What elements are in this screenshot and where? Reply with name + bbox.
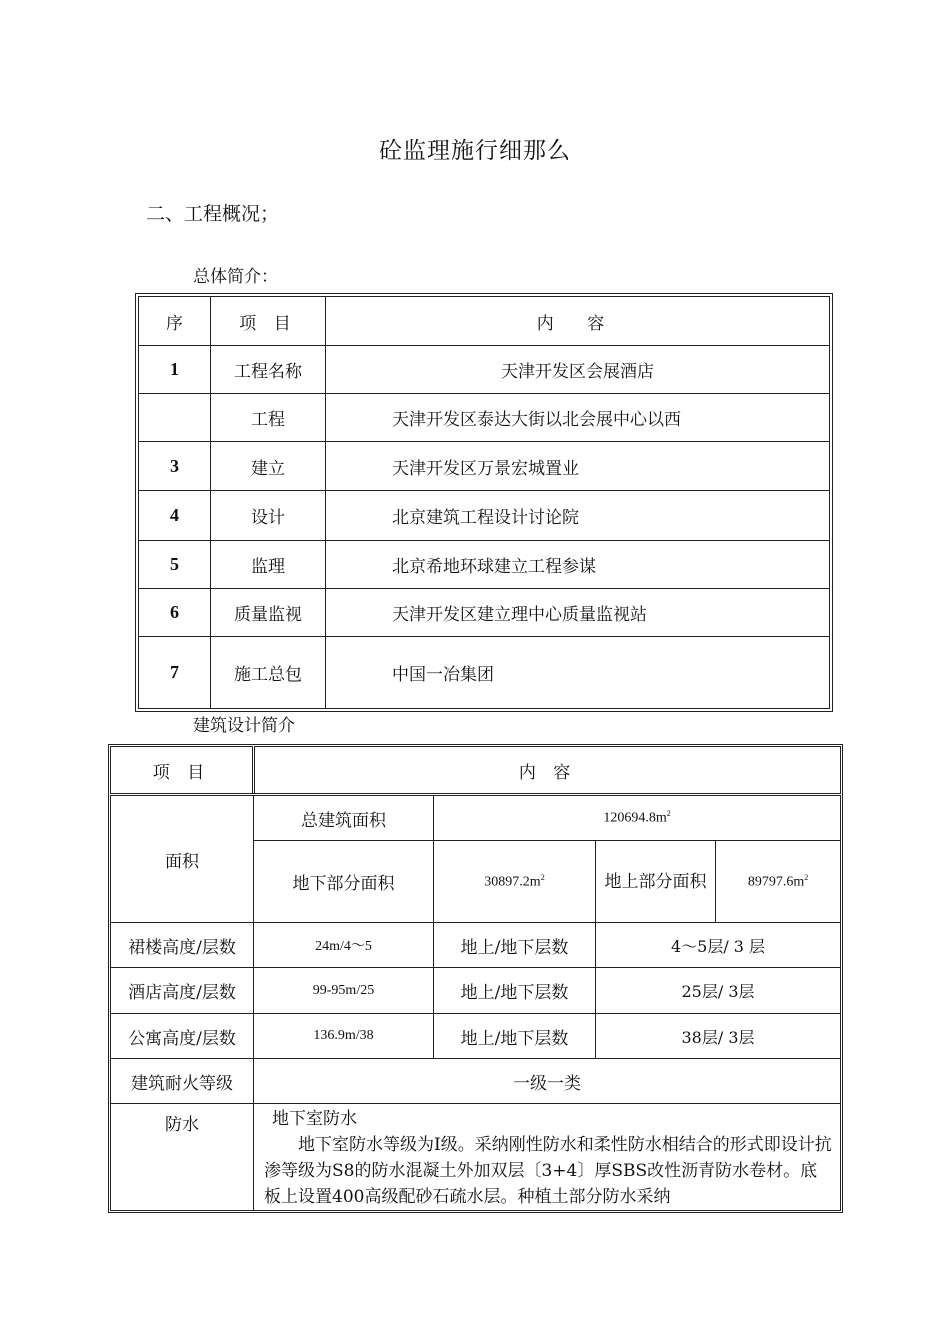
design-label: 建筑设计简介: [193, 716, 295, 736]
table-row: [111, 795, 841, 841]
table-row: [139, 491, 830, 541]
row-no: 7: [139, 637, 211, 709]
table-row: [139, 637, 830, 709]
row-content: 北京建筑工程设计讨论院: [326, 491, 830, 541]
underground-value: $30897.2m^2$: [434, 841, 596, 923]
table-header-row: [111, 747, 841, 795]
waterproof-label: 防水: [111, 1104, 254, 1211]
row-item: 建立: [211, 442, 326, 491]
table-row: [139, 589, 830, 637]
header-item: 项 目: [211, 297, 326, 346]
hotel-label: 酒店高度/层数: [111, 968, 254, 1014]
section-heading: 二、工程概况；: [146, 203, 280, 225]
header-item: 项 目: [111, 747, 254, 795]
row-content: 北京希地环球建立工程参谋: [326, 541, 830, 589]
header-content: 内 容: [326, 297, 830, 346]
hotel-floors-label: 地上/地下层数: [434, 968, 596, 1014]
row-no: 3: [139, 442, 211, 491]
aboveground-value: $89797.6m^2$: [716, 841, 841, 923]
apt-floors-label: 地上/地下层数: [434, 1014, 596, 1059]
row-content: 天津开发区泰达大街以北会展中心以西: [326, 394, 830, 442]
waterproof-title: 地下室防水: [272, 1109, 357, 1129]
overview-label: 总体简介：: [193, 267, 278, 287]
waterproof-text: 地下室防水等级为Ⅰ级。采纳刚性防水和柔性防水相结合的形式即设计抗渗等级为S8的防水混凝土外加双层〔3+4〕厚SBS改性沥青防水卷材。底板上设置400高级配砂石疏水层。种植土部分防水采纳: [264, 1135, 832, 1207]
row-content: 天津开发区会展酒店: [326, 346, 830, 394]
table-row: [111, 923, 841, 968]
table-header-row: [139, 297, 830, 346]
row-item: 工程: [211, 394, 326, 442]
header-no: 序: [139, 297, 211, 346]
total-area-value: $120694.8m^2$: [434, 795, 841, 841]
table-row: [139, 394, 830, 442]
row-item: 监理: [211, 541, 326, 589]
row-item: 质量监视: [211, 589, 326, 637]
podium-floors-value: 4～5层/ 3 层: [596, 923, 841, 968]
row-content: 中国一冶集团: [326, 637, 830, 709]
table-row: [139, 346, 830, 394]
table-row: [139, 541, 830, 589]
hotel-floors-value: 25层/ 3层: [596, 968, 841, 1014]
header-content: 内 容: [254, 747, 841, 795]
area-label: 面积: [111, 795, 254, 923]
table-row: [111, 1014, 841, 1059]
fire-value: 一级一类: [254, 1059, 841, 1104]
overview-table: [138, 296, 830, 709]
table-row: [139, 442, 830, 491]
row-no: 4: [139, 491, 211, 541]
podium-floors-label: 地上/地下层数: [434, 923, 596, 968]
podium-label: 裙楼高度/层数: [111, 923, 254, 968]
waterproof-content: [254, 1104, 841, 1211]
row-item: 工程名称: [211, 346, 326, 394]
row-no: 1: [139, 346, 211, 394]
row-content: 天津开发区万景宏城置业: [326, 442, 830, 491]
table-row: [111, 968, 841, 1014]
fire-label: 建筑耐火等级: [111, 1059, 254, 1104]
table-row: [111, 1104, 841, 1211]
apt-value: 136.9m/38: [254, 1014, 434, 1059]
row-no: 6: [139, 589, 211, 637]
design-table: [110, 746, 841, 1211]
underground-label: 地下部分面积: [254, 841, 434, 923]
total-area-label: 总建筑面积: [254, 795, 434, 841]
row-item: 施工总包: [211, 637, 326, 709]
apt-floors-value: 38层/ 3层: [596, 1014, 841, 1059]
row-no: 5: [139, 541, 211, 589]
aboveground-label: 地上部分面积: [596, 841, 716, 923]
hotel-value: 99-95m/25: [254, 968, 434, 1014]
apt-label: 公寓高度/层数: [111, 1014, 254, 1059]
table-row: [111, 1059, 841, 1104]
podium-value: 24m/4～5: [254, 923, 434, 968]
row-item: 设计: [211, 491, 326, 541]
row-content: 天津开发区建立理中心质量监视站: [326, 589, 830, 637]
row-no: [139, 394, 211, 442]
document-title: 砼监理施行细那么: [379, 138, 571, 164]
